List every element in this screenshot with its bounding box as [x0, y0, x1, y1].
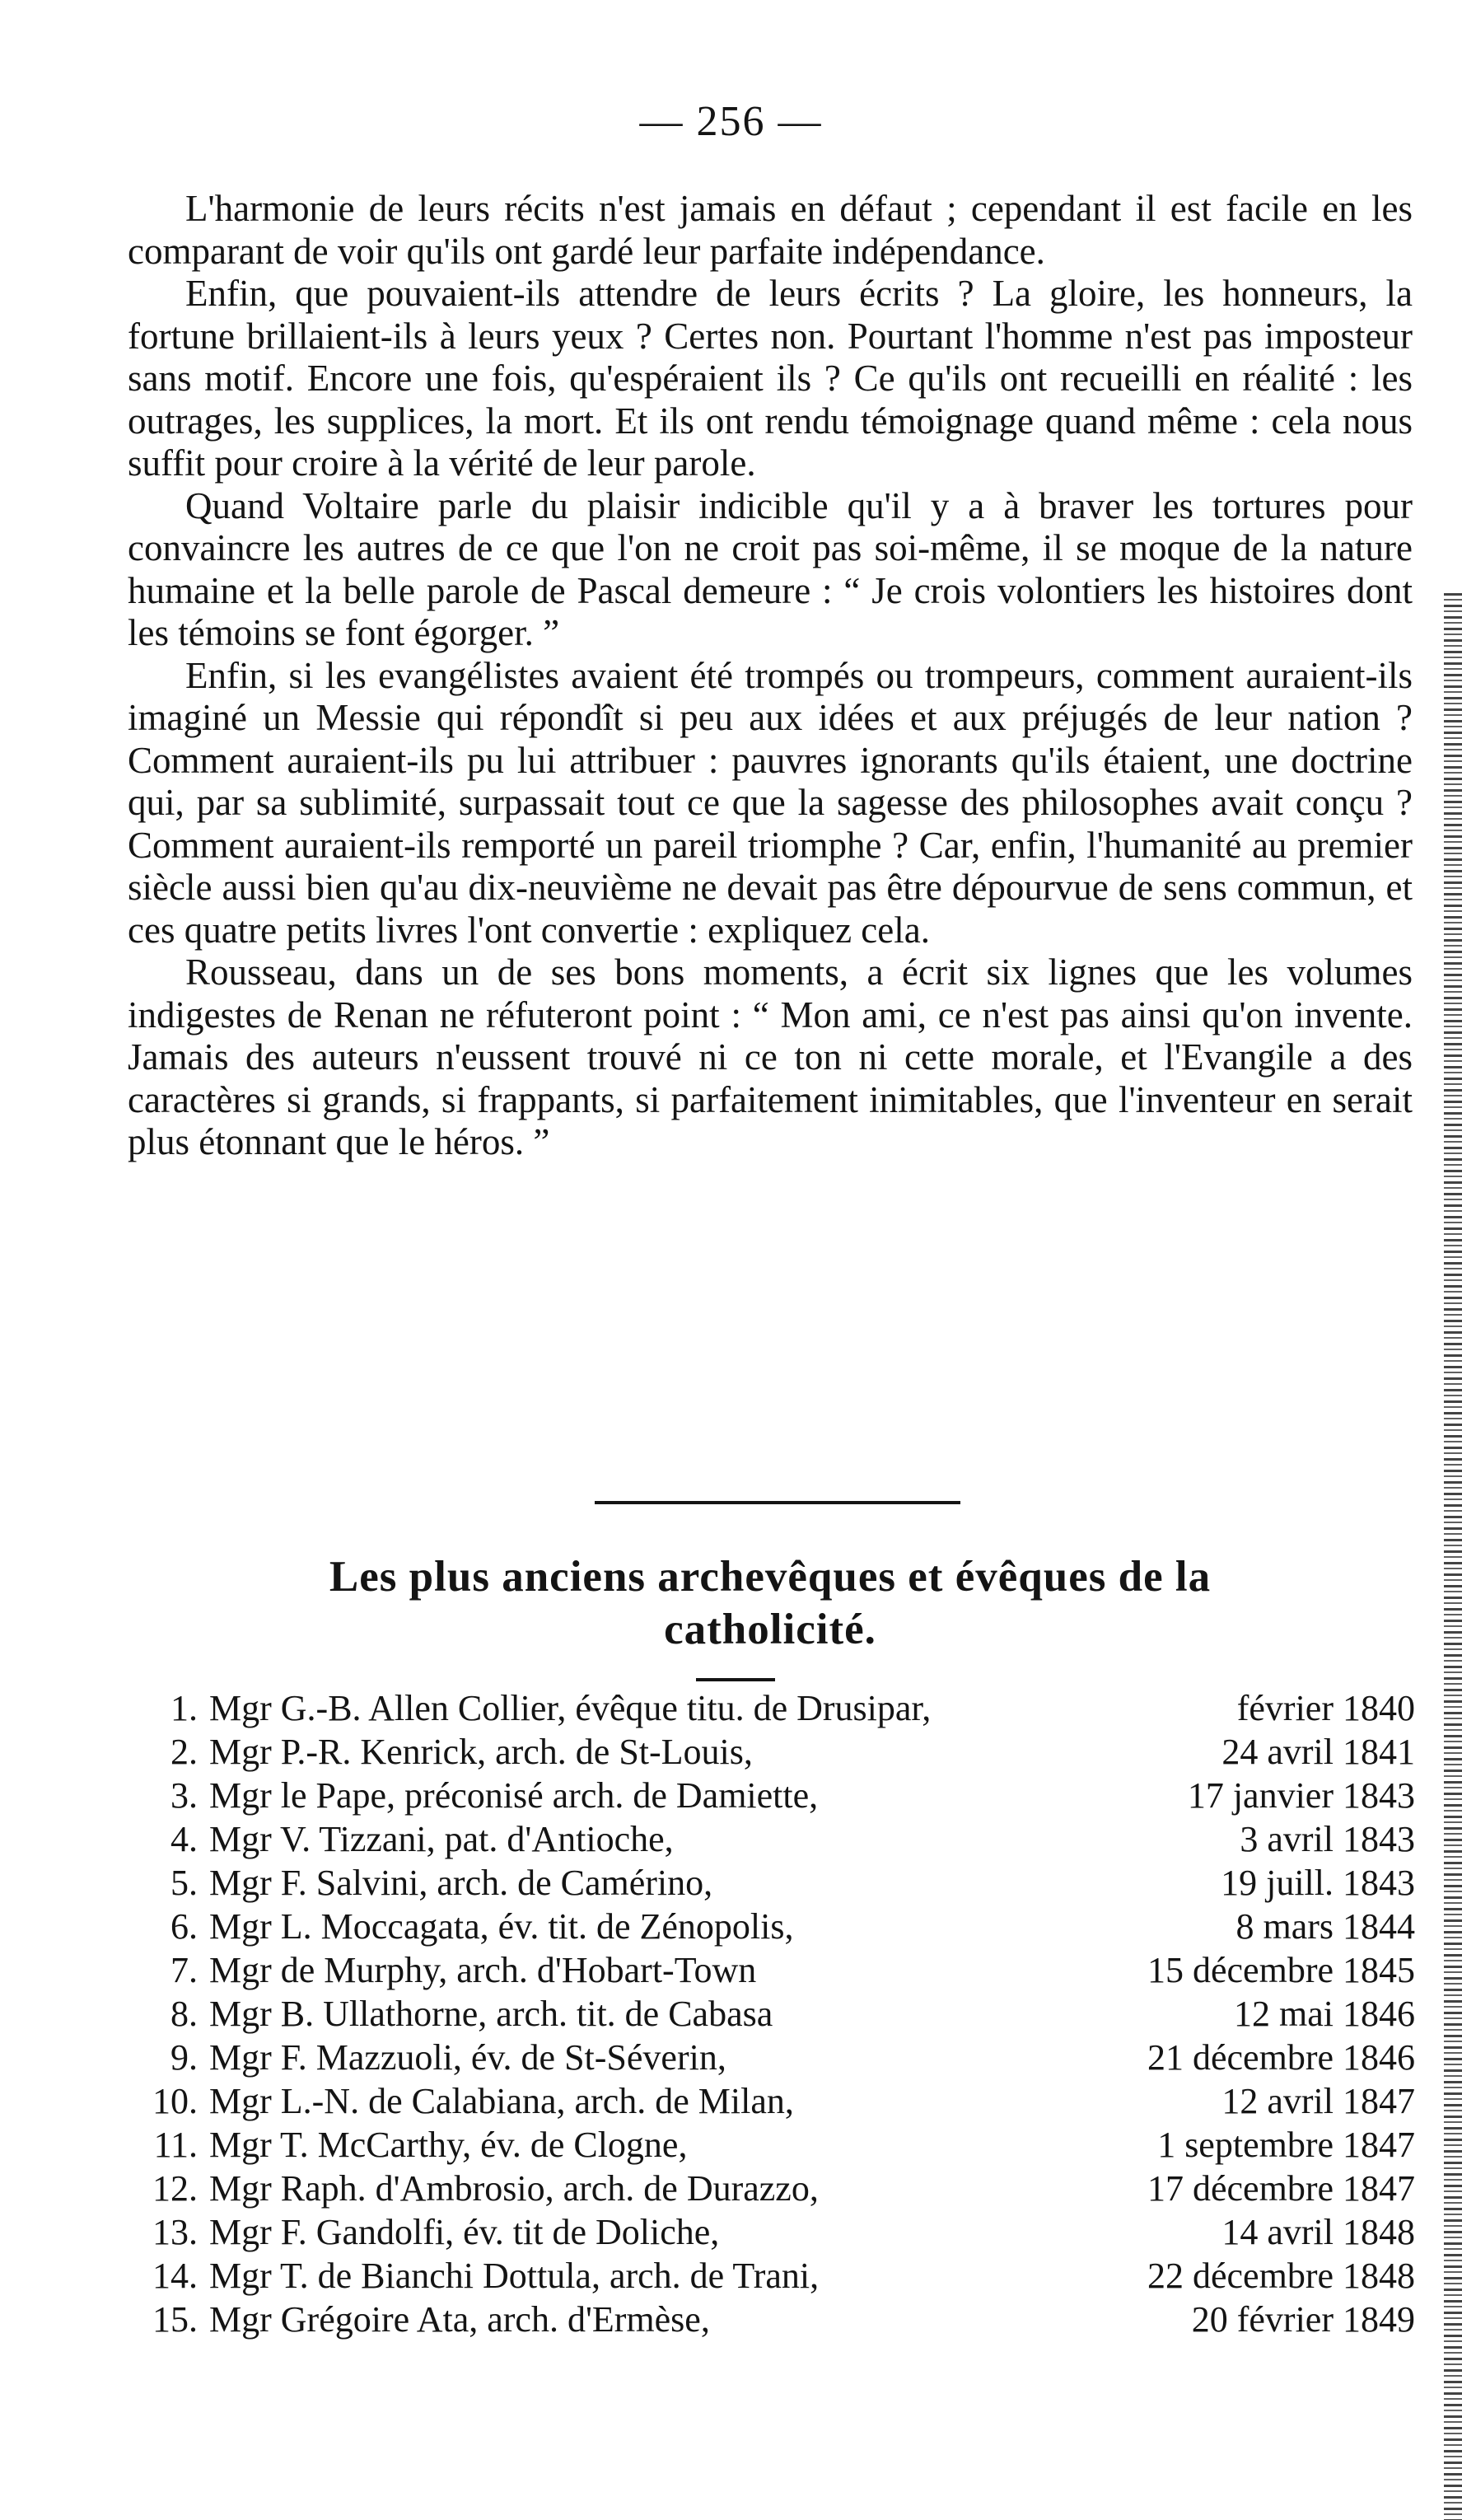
- list-date: 17 janvier 1843: [1187, 1775, 1415, 1816]
- paragraph: Enfin, si les evangélistes avaient été trompés ou trompeurs, comment auraient-ils imaginé un Messie qui répondît si peu aux idées et aux préjugés de leur nation ? Comment auraient-ils pu lui attribuer : pauvres ignorants qu'ils étaient, une doctrine qui, par sa sublimité, surpassait tout ce que la sagesse des philosophes avait conçu ? Comment auraient-ils remporté un pareil triomphe ? Car, enfin, l'humanité au premier siècle aussi bien qu'au dix-neuvième ne devait pas être dépourvue de sens commun, et ces quatre petits livres l'ont convertie : expliquez cela.: [128, 654, 1413, 951]
- list-item: [122, 1905, 1415, 1949]
- list-entry: Mgr T. McCarthy, év. de Clogne,: [209, 2125, 688, 2165]
- page-number: — 256 —: [639, 98, 823, 145]
- list-item: [122, 1774, 1415, 1818]
- section-divider: [595, 1501, 960, 1504]
- list-item: [122, 1862, 1415, 1905]
- list-number: 7.: [170, 1950, 198, 1990]
- list-number: 8.: [170, 1994, 198, 2034]
- list-item: [122, 2036, 1415, 2080]
- list-item: [122, 2298, 1415, 2342]
- list-entry: Mgr T. de Bianchi Dottula, arch. de Trani,: [209, 2256, 820, 2296]
- list-date: 15 décembre 1845: [1147, 1950, 1415, 1990]
- list-date: 3 avril 1843: [1240, 1819, 1415, 1859]
- list-entry: Mgr G.-B. Allen Collier, évêque titu. de Drusipar,: [209, 1688, 932, 1728]
- list-item: [122, 2080, 1415, 2124]
- list-number: 15.: [152, 2299, 198, 2340]
- list-entry: Mgr F. Salvini, arch. de Camérino,: [209, 1863, 713, 1903]
- list-number: 5.: [170, 1863, 198, 1903]
- list-number: 9.: [170, 2037, 198, 2078]
- list-item: [122, 1731, 1415, 1774]
- page-edge-scan-artifact: [1444, 593, 1462, 2520]
- list-entry: Mgr le Pape, préconisé arch. de Damiette,: [209, 1775, 819, 1816]
- list-item: [122, 1687, 1415, 1731]
- paragraph: L'harmonie de leurs récits n'est jamais en défaut ; cependant il est facile en les comparant de voir qu'ils ont gardé leur parfaite indépendance.: [128, 188, 1413, 272]
- list-item: [122, 2167, 1415, 2211]
- list-number: 14.: [152, 2256, 198, 2296]
- list-entry: Mgr B. Ullathorne, arch. tit. de Cabasa: [209, 1994, 773, 2034]
- list-item: [122, 1818, 1415, 1862]
- list-number: 6.: [170, 1906, 198, 1947]
- list-entry: Mgr V. Tizzani, pat. d'Antioche,: [209, 1819, 674, 1859]
- title-underline: [696, 1678, 775, 1681]
- list-date: 21 décembre 1846: [1147, 2037, 1415, 2078]
- list-date: 20 février 1849: [1191, 2299, 1415, 2340]
- section-title-line: catholicité.: [664, 1606, 876, 1653]
- list-number: 3.: [170, 1775, 198, 1816]
- list-entry: Mgr Grégoire Ata, arch. d'Ermèse,: [209, 2299, 710, 2340]
- list-number: 11.: [153, 2125, 198, 2165]
- list-date: 8 mars 1844: [1235, 1906, 1415, 1947]
- list-date: 14 avril 1848: [1221, 2212, 1415, 2252]
- list-number: 1.: [170, 1688, 198, 1728]
- list-date: 1 septembre 1847: [1157, 2125, 1415, 2165]
- list-number: 2.: [170, 1732, 198, 1772]
- paragraph: Quand Voltaire parle du plaisir indicible qu'il y a à braver les tortures pour convaincre les autres de ce que l'on ne croit pas soi-même, il se moque de la nature humaine et la belle parole de Pascal demeure : “ Je crois volontiers les histoires dont les témoins se font égorger. ”: [128, 484, 1413, 653]
- list-number: 12.: [152, 2168, 198, 2209]
- list-entry: Mgr F. Gandolfi, év. tit de Doliche,: [209, 2212, 720, 2252]
- list-number: 10.: [152, 2081, 198, 2121]
- body-text: [128, 188, 1413, 1164]
- list-entry: Mgr L.-N. de Calabiana, arch. de Milan,: [209, 2081, 794, 2121]
- list-item: [122, 2255, 1415, 2298]
- list-date: février 1840: [1236, 1688, 1415, 1728]
- list-entry: Mgr de Murphy, arch. d'Hobart-Town: [209, 1950, 757, 1990]
- list-entry: Mgr F. Mazzuoli, év. de St-Séverin,: [209, 2037, 726, 2078]
- list-date: 17 décembre 1847: [1147, 2168, 1415, 2209]
- list-item: [122, 2211, 1415, 2255]
- section-title: [128, 1550, 1413, 1656]
- list-item: [122, 1993, 1415, 2036]
- list-date: 24 avril 1841: [1221, 1732, 1415, 1772]
- list-date: 12 avril 1847: [1221, 2081, 1415, 2121]
- bishops-list: [122, 1687, 1415, 2342]
- list-date: 19 juill. 1843: [1221, 1863, 1415, 1903]
- list-number: 4.: [170, 1819, 198, 1859]
- list-number: 13.: [152, 2212, 198, 2252]
- paragraph: Rousseau, dans un de ses bons moments, a écrit six lignes que les volumes indigestes de Renan ne réfuteront point : “ Mon ami, ce n'est pas ainsi qu'on invente. Jamais des auteurs n'eussent trouvé ni ce ton ni cette morale, et l'Evangile a des caractères si grands, si frappants, si parfaitement inimitables, que l'inventeur en serait plus étonnant que le héros. ”: [128, 951, 1413, 1162]
- list-date: 22 décembre 1848: [1147, 2256, 1415, 2296]
- list-item: [122, 1949, 1415, 1993]
- list-entry: Mgr Raph. d'Ambrosio, arch. de Durazzo,: [209, 2168, 819, 2209]
- list-item: [122, 2124, 1415, 2167]
- list-entry: Mgr L. Moccagata, év. tit. de Zénopolis,: [209, 1906, 794, 1947]
- paragraph: Enfin, que pouvaient-ils attendre de leurs écrits ? La gloire, les honneurs, la fortune brillaient-ils à leurs yeux ? Certes non. Pourtant l'homme n'est pas imposteur sans motif. Encore une fois, qu'espéraient ils ? Ce qu'ils ont recueilli en réalité : les outrages, les supplices, la mort. Et ils ont rendu témoignage quand même : cela nous suffit pour croire à la vérité de leur parole.: [128, 273, 1413, 484]
- list-date: 12 mai 1846: [1234, 1994, 1415, 2034]
- list-entry: Mgr P.-R. Kenrick, arch. de St-Louis,: [209, 1732, 753, 1772]
- section-title-line: Les plus anciens archevêques et évêques de la: [329, 1553, 1212, 1601]
